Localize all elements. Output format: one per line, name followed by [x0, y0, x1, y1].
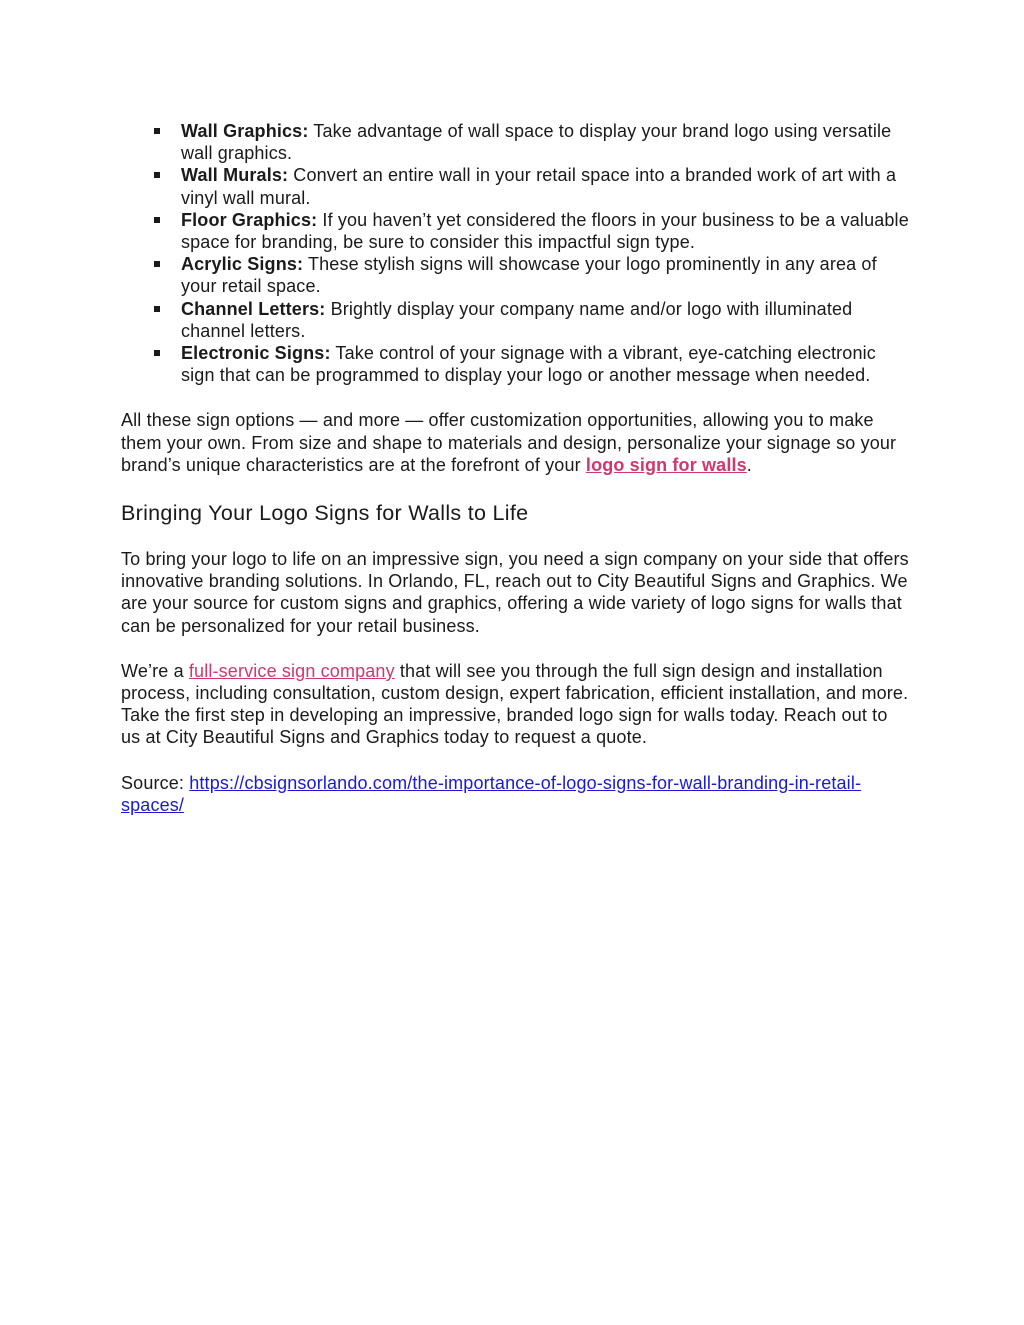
paragraph-full-service: [121, 660, 911, 749]
source-label: Source:: [121, 772, 190, 793]
paragraph-customization: [121, 409, 911, 476]
list-item: [121, 342, 911, 386]
list-item-text: Take advantage of wall space to display your brand logo using versatile wall graphics.: [181, 121, 892, 164]
list-item-term: Wall Murals:: [181, 165, 289, 186]
list-item: [121, 120, 911, 164]
list-item: [121, 209, 911, 253]
source-url-link[interactable]: https://cbsignsorlando.com/the-importance-of-logo-signs-for-wall-branding-in-retail-spaces/: [121, 772, 862, 815]
list-item-term: Floor Graphics:: [181, 209, 318, 230]
paragraph-end: .: [746, 454, 752, 475]
section-heading: Bringing Your Logo Signs for Walls to Life: [121, 501, 529, 526]
list-item-term: Electronic Signs:: [181, 343, 331, 364]
list-item-text: If you haven’t yet considered the floors in your business to be a valuable space for branding, be sure to consider this impactful sign type.: [181, 209, 909, 253]
square-bullet-icon: [154, 350, 160, 356]
list-item-term: Wall Graphics:: [181, 121, 309, 141]
document-page: [121, 120, 911, 816]
list-item-text: Brightly display your company name and/or logo with illuminated channel letters.: [181, 298, 853, 341]
list-item: [121, 298, 911, 342]
paragraph-text: that will see you through the full sign design and installation process, including consultation, custom design, expert fabrication, efficient installation, and more. Take the first step in developing an impressive, branded logo sign for walls today. Reach out to us at City Beautiful Signs and Graphics today to request a quote.: [121, 660, 909, 748]
square-bullet-icon: [154, 217, 160, 223]
logo-sign-for-walls-link[interactable]: logo sign for walls: [585, 454, 747, 475]
paragraph-text: We’re a: [121, 660, 189, 681]
square-bullet-icon: [154, 172, 160, 178]
list-item: [121, 164, 911, 208]
square-bullet-icon: [154, 128, 160, 134]
list-item-term: Channel Letters:: [181, 298, 326, 319]
source-line: [121, 772, 911, 816]
sign-types-list: [121, 120, 911, 386]
list-item-text: Convert an entire wall in your retail space into a branded work of art with a vinyl wall mural.: [181, 165, 897, 208]
list-item-text: These stylish signs will showcase your logo prominently in any area of your retail space.: [181, 254, 877, 297]
full-service-sign-company-link[interactable]: full-service sign company: [188, 660, 395, 681]
list-item-text: Take control of your signage with a vibrant, eye-catching electronic sign that can be programmed to display your logo or another message when needed.: [181, 343, 876, 386]
list-item: [121, 253, 911, 297]
list-item-term: Acrylic Signs:: [181, 254, 304, 275]
square-bullet-icon: [154, 306, 160, 312]
square-bullet-icon: [154, 261, 160, 267]
paragraph-orlando: To bring your logo to life on an impressive sign, you need a sign company on your side that offers innovative branding solutions. In Orlando, FL, reach out to City Beautiful Signs and Graphics. We are your source for custom signs and graphics, offering a wide variety of logo signs for walls that can be personalized for your retail business.: [121, 549, 909, 636]
paragraph-text: All these sign options — and more — offer customization opportunities, allowing you to make them your own. From size and shape to materials and design, personalize your signage so your brand’s unique characteristics are at the forefront of your: [121, 410, 897, 475]
